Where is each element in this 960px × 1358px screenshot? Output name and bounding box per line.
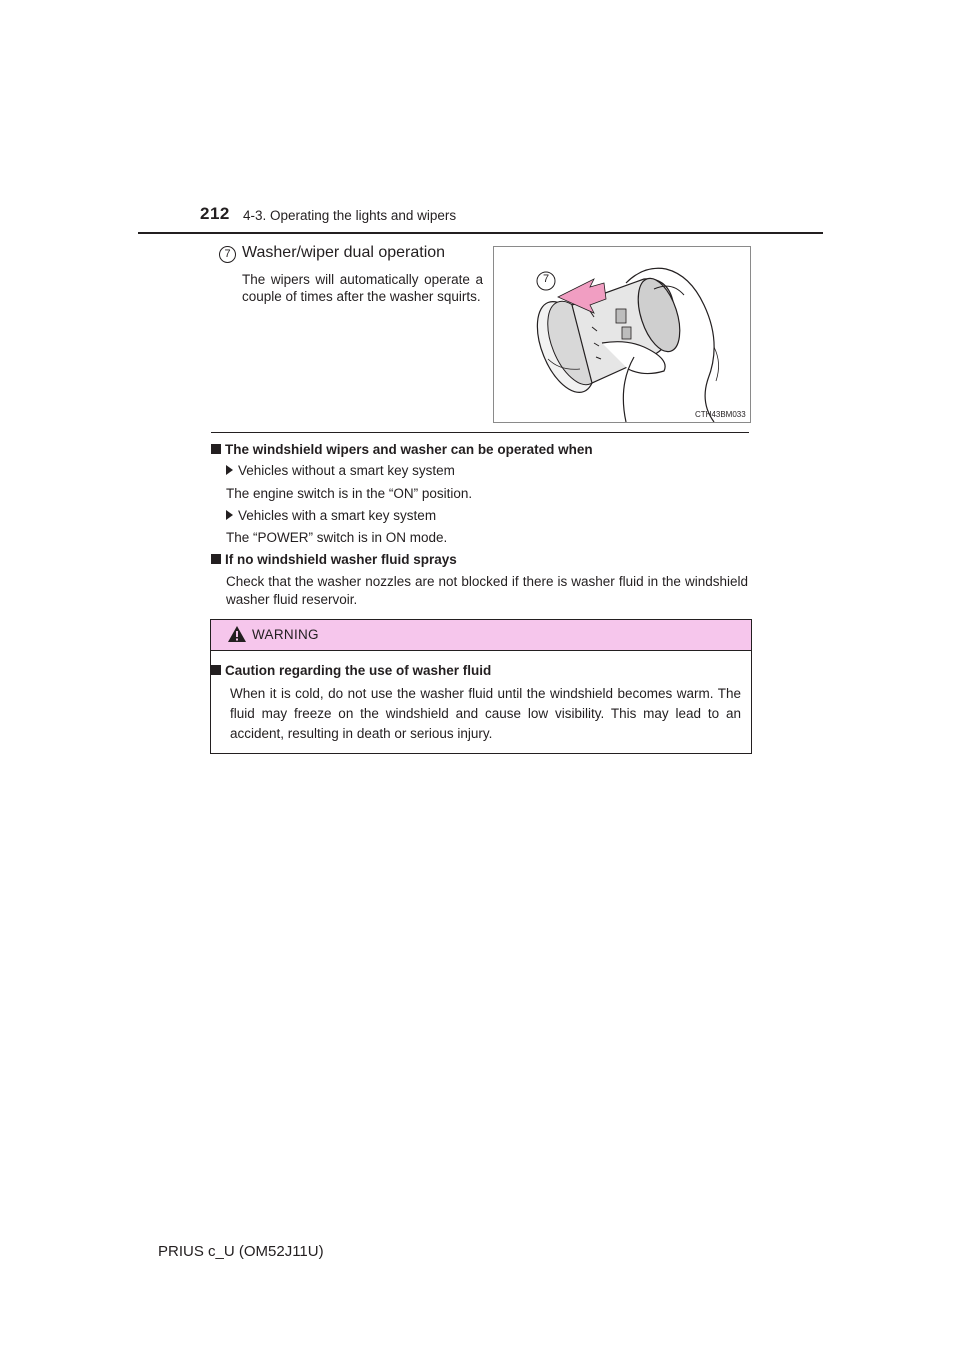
warning-box: [210, 619, 752, 754]
note-text: The engine switch is in the “ON” position.: [226, 486, 473, 501]
note-heading-text: The windshield wipers and washer can be operated when: [225, 442, 593, 457]
section-title: 4-3. Operating the lights and wipers: [243, 208, 457, 223]
wiper-lever-illustration: [494, 247, 750, 422]
warning-header: [211, 620, 751, 651]
warning-label: WARNING: [252, 627, 319, 642]
header-rule: [138, 232, 823, 234]
square-bullet-icon: [211, 444, 221, 454]
note-heading-text: If no windshield washer fluid sprays: [225, 552, 457, 567]
note-text: The “POWER” switch is in ON mode.: [226, 530, 448, 545]
note-bullet: [226, 463, 455, 478]
step-number-badge: 7: [219, 246, 236, 263]
triangle-bullet-icon: [226, 465, 233, 475]
warning-item-heading: [211, 663, 491, 678]
square-bullet-icon: [211, 665, 221, 675]
note-bullet-text: Vehicles without a smart key system: [238, 463, 455, 478]
note-heading: [211, 442, 593, 457]
note-bullet-text: Vehicles with a smart key system: [238, 508, 437, 523]
figure-callout-number: 7: [542, 273, 550, 285]
step-heading: Washer/wiper dual operation: [242, 244, 446, 261]
note-text: Check that the washer nozzles are not blocked if there is washer fluid in the windshield washer fluid reservoir.: [226, 574, 748, 607]
square-bullet-icon: [211, 554, 221, 564]
warning-text: When it is cold, do not use the washer fluid until the windshield becomes warm. The fluid may freeze on the windshield and cause low visibility. This may lead to an accident, resulting in death or serious injury.: [230, 686, 741, 741]
triangle-bullet-icon: [226, 510, 233, 520]
note-bullet: [226, 508, 436, 523]
step-description: The wipers will automatically operate a couple of times after the washer squirts.: [242, 272, 483, 304]
footer-model-code: PRIUS c_U (OM52J11U): [158, 1243, 324, 1260]
wiper-lever-figure: [493, 246, 751, 423]
section-divider: [211, 432, 749, 433]
note-heading: [211, 552, 457, 567]
figure-code: CTH43BM033: [695, 410, 746, 419]
page-number: 212: [200, 204, 230, 223]
warning-item-heading-text: Caution regarding the use of washer fluid: [225, 663, 492, 678]
warning-triangle-icon: [227, 625, 247, 643]
